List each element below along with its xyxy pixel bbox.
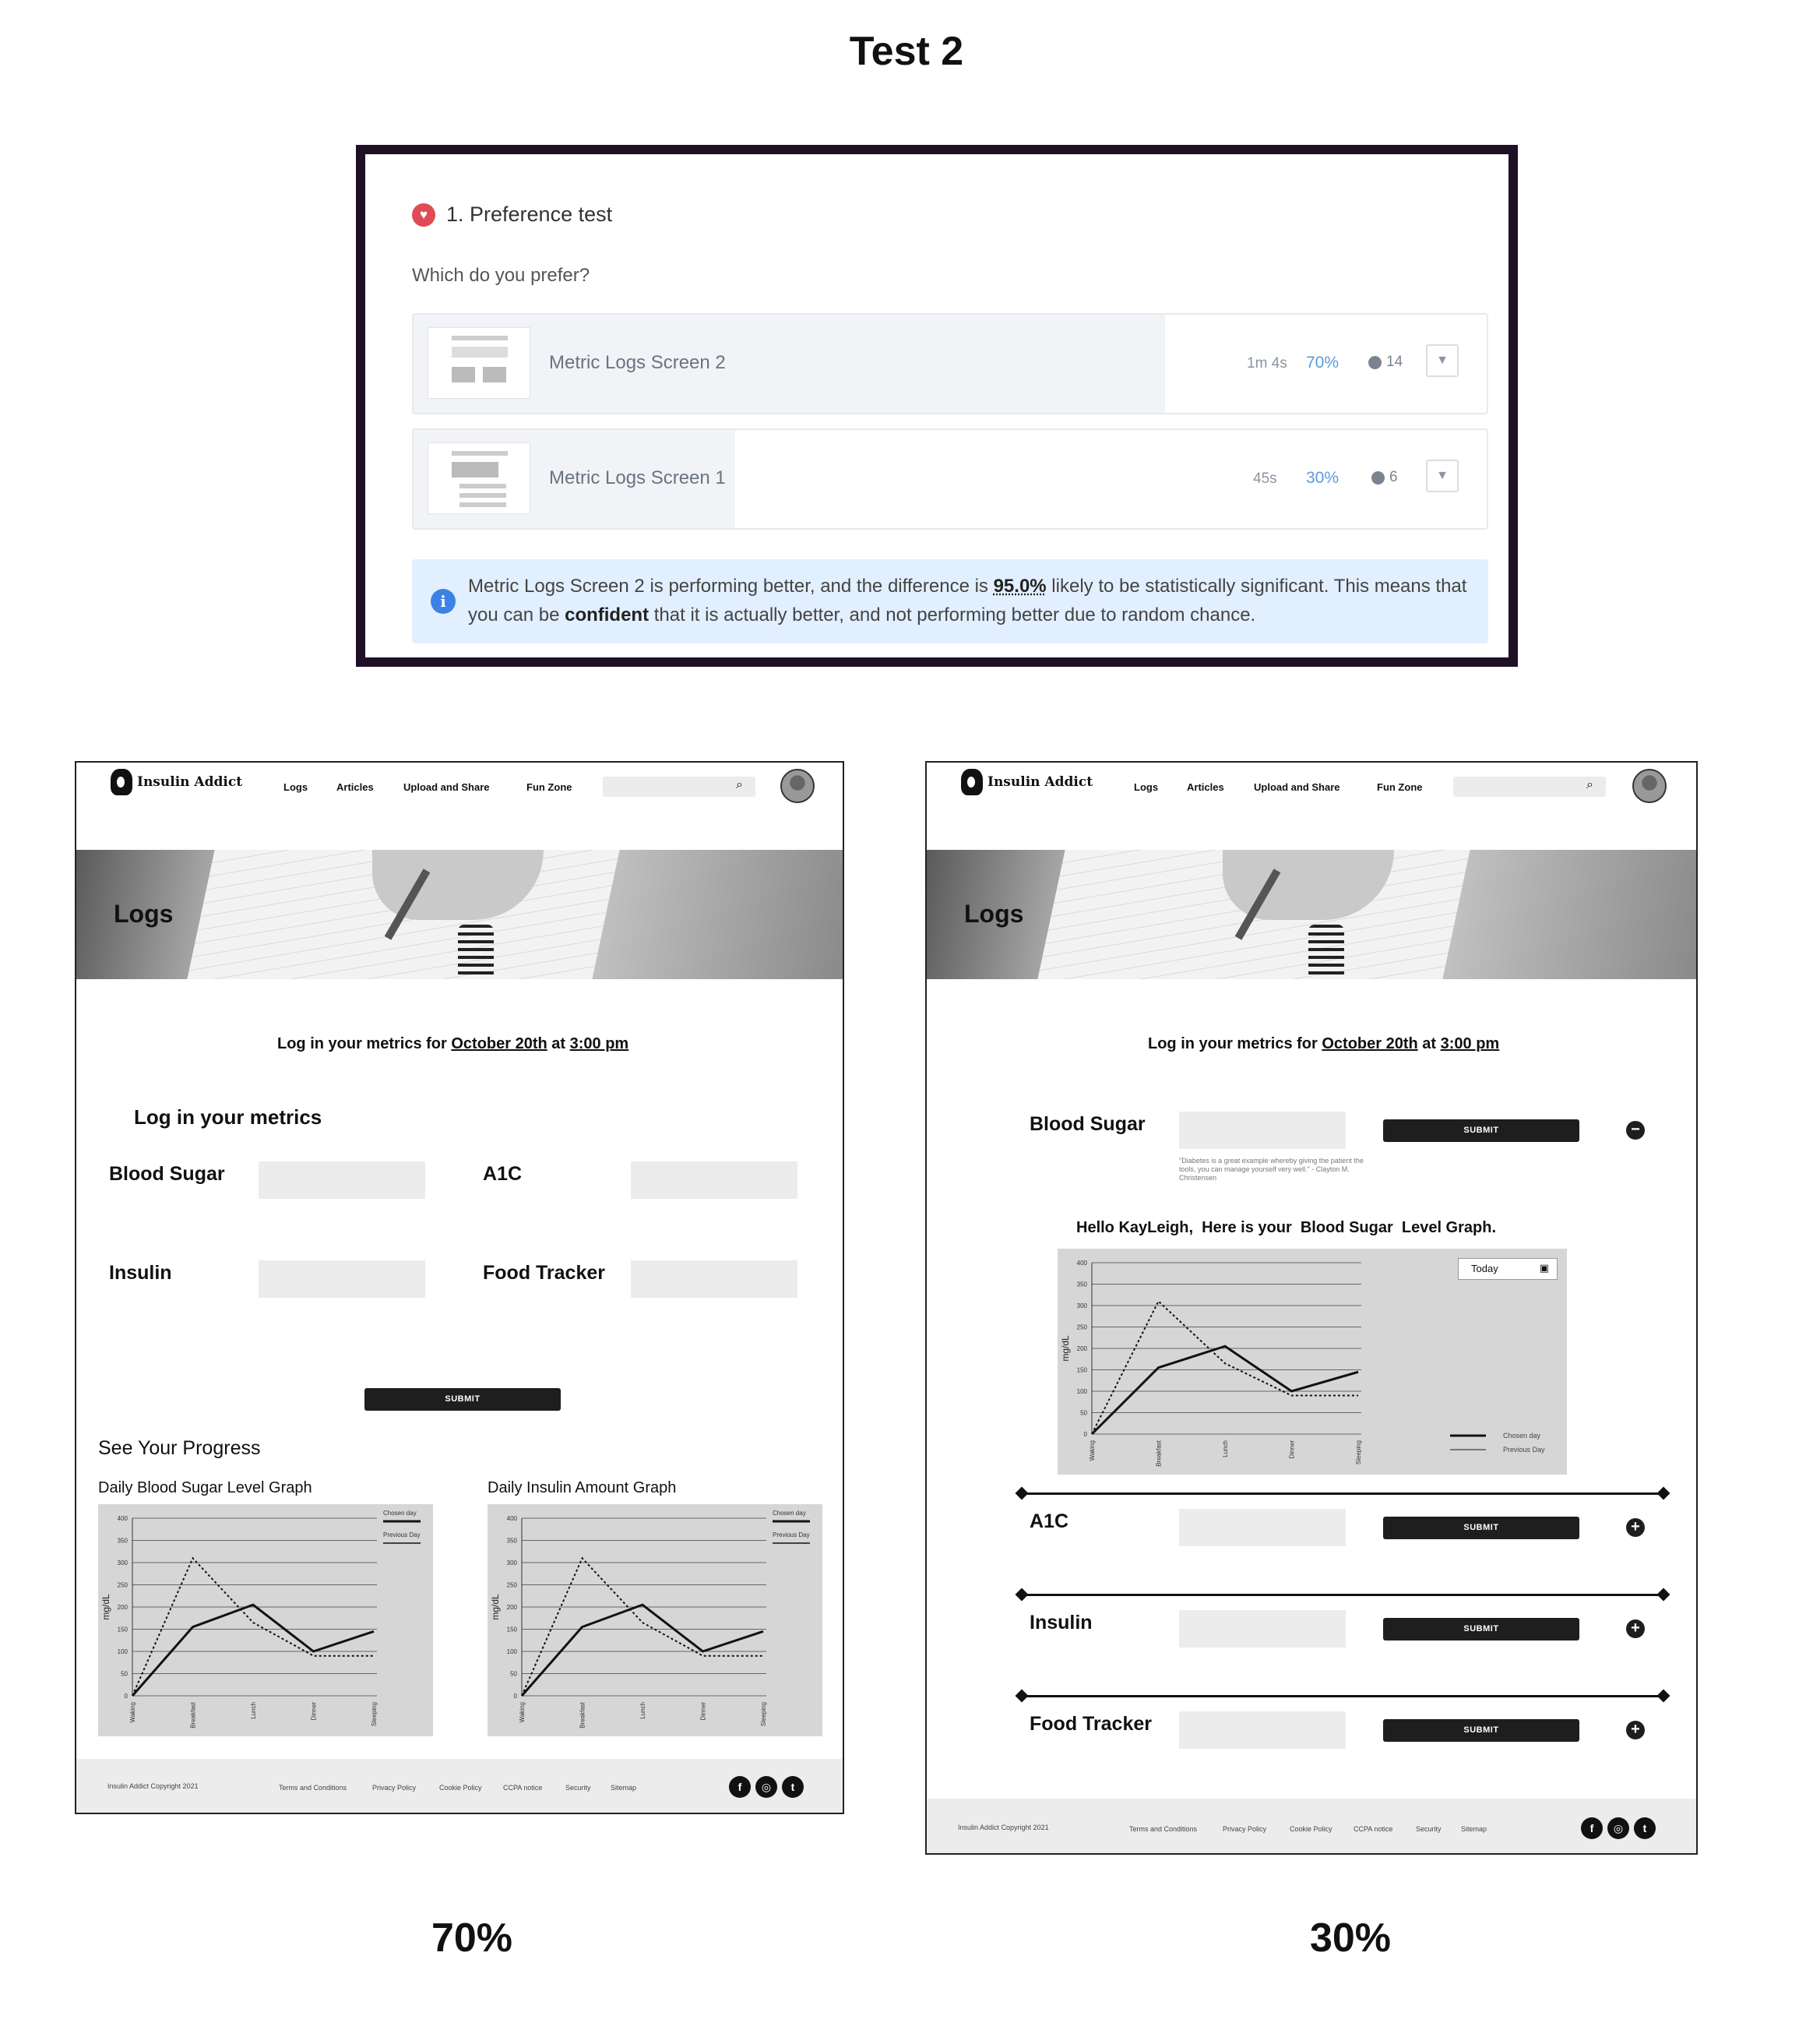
footer (927, 1799, 1696, 1855)
expand-icon[interactable]: + (1626, 1518, 1645, 1537)
series-line (1092, 1302, 1358, 1435)
y-tick-label: 150 (1076, 1366, 1087, 1374)
expand-icon[interactable]: + (1626, 1619, 1645, 1638)
thumbnail-image (428, 442, 530, 514)
x-tick-label: Sleeping (371, 1702, 378, 1727)
user-icon (1371, 471, 1385, 485)
nav-fun-zone[interactable]: Fun Zone (1377, 781, 1423, 793)
x-tick-label: Breakfast (189, 1702, 197, 1729)
y-tick-label: 300 (506, 1559, 517, 1566)
food-tracker-label: Food Tracker (483, 1262, 605, 1284)
x-tick-label: Lunch (1222, 1440, 1229, 1457)
instagram-icon[interactable]: ◎ (755, 1776, 777, 1798)
user-icon (1368, 356, 1382, 369)
graph-title: Daily Insulin Amount Graph (488, 1479, 677, 1496)
progress-title: See Your Progress (98, 1437, 261, 1459)
logo[interactable] (111, 769, 242, 795)
a1c-input[interactable] (1179, 1509, 1346, 1546)
footer-link[interactable]: Cookie Policy (1290, 1825, 1332, 1833)
y-tick-label: 250 (506, 1581, 517, 1589)
option-count (1371, 469, 1398, 486)
y-axis-label: mg/dL (490, 1594, 501, 1620)
search-icon: ⌕ (1586, 778, 1593, 791)
divider (1022, 1695, 1665, 1697)
insulin-input[interactable] (1179, 1610, 1346, 1648)
log-time[interactable]: 3:00 pm (569, 1035, 629, 1052)
preference-test-card (356, 145, 1518, 667)
option-count-value: 6 (1389, 469, 1398, 485)
nav-upload-share[interactable]: Upload and Share (1254, 781, 1340, 793)
option-count (1368, 354, 1403, 371)
submit-button[interactable]: SUBMIT (364, 1388, 561, 1411)
a1c-input[interactable] (631, 1161, 797, 1199)
footer-link[interactable]: Cookie Policy (439, 1784, 482, 1792)
food-tracker-input[interactable] (631, 1260, 797, 1298)
expand-icon[interactable]: + (1626, 1721, 1645, 1739)
footer-link[interactable]: Security (1416, 1825, 1442, 1833)
option-row[interactable] (412, 313, 1488, 414)
y-tick-label: 0 (513, 1693, 517, 1700)
preference-test-title: 1. Preference test (446, 203, 613, 226)
option-label: Metric Logs Screen 1 (549, 467, 726, 488)
y-axis-label: mg/dL (100, 1594, 111, 1620)
legend-label: Chosen day (383, 1510, 417, 1517)
y-tick-label: 100 (1076, 1388, 1087, 1395)
insulin-input[interactable] (259, 1260, 425, 1298)
quote-text: "Diabetes is a great example whereby giving the patient the tools, you can manage yourself very well." - Clayton M. Christensen (1179, 1157, 1364, 1182)
filter-icon: ▼ (1436, 354, 1449, 367)
series-line (522, 1558, 763, 1696)
x-tick-label: Sleeping (1355, 1440, 1362, 1465)
insulin-chart (488, 1504, 822, 1736)
calendar-icon: ▣ (1539, 1262, 1549, 1274)
footer (76, 1759, 843, 1814)
x-tick-label: Breakfast (579, 1702, 586, 1729)
section-title: Log in your metrics (134, 1105, 322, 1129)
filter-button[interactable] (1426, 344, 1459, 377)
metric-logs-screen-1 (925, 761, 1698, 1855)
nav-articles[interactable]: Articles (1187, 781, 1224, 793)
y-tick-label: 350 (117, 1537, 128, 1545)
divider-endpoint (1657, 1487, 1670, 1500)
spiral-image (458, 925, 494, 979)
facebook-icon[interactable]: f (729, 1776, 751, 1798)
nav-logs[interactable]: Logs (283, 781, 308, 793)
collapse-icon[interactable]: − (1626, 1121, 1645, 1140)
hero-title: Logs (114, 900, 174, 928)
significance-value: 95.0% (993, 576, 1047, 597)
copyright: Insulin Addict Copyright 2021 (958, 1824, 1049, 1831)
y-tick-label: 250 (1076, 1323, 1087, 1331)
y-tick-label: 300 (1076, 1302, 1087, 1309)
submit-button[interactable]: SUBMIT (1383, 1119, 1579, 1142)
hero-banner (927, 850, 1696, 979)
y-tick-label: 50 (121, 1670, 128, 1678)
log-time[interactable]: 3:00 pm (1440, 1035, 1500, 1052)
blood-sugar-label: Blood Sugar (1030, 1113, 1146, 1135)
filter-icon: ▼ (1436, 469, 1449, 482)
y-tick-label: 50 (1080, 1409, 1087, 1417)
option-row[interactable] (412, 428, 1488, 530)
y-tick-label: 400 (506, 1515, 517, 1522)
logo[interactable] (961, 769, 1093, 795)
avatar[interactable] (780, 769, 815, 803)
insulin-label: Insulin (1030, 1612, 1093, 1633)
nav-upload-share[interactable]: Upload and Share (403, 781, 490, 793)
x-tick-label: Waking (129, 1702, 136, 1723)
blood-sugar-label: Blood Sugar (109, 1163, 225, 1185)
divider (1022, 1492, 1665, 1495)
insulin-label: Insulin (109, 1262, 172, 1284)
y-tick-label: 150 (117, 1626, 128, 1633)
divider-endpoint (1016, 1487, 1029, 1500)
search-input[interactable] (1453, 777, 1606, 797)
y-tick-label: 100 (117, 1648, 128, 1655)
footer-link[interactable]: Privacy Policy (372, 1784, 417, 1792)
graph-heading: Hello KayLeigh, Here is your Blood Sugar Level Graph. (1076, 1219, 1497, 1236)
thumbnail-image (428, 327, 530, 399)
blood-sugar-input[interactable] (1179, 1112, 1346, 1149)
footer-link[interactable]: CCPA notice (503, 1784, 543, 1792)
nav-logs[interactable]: Logs (1134, 781, 1159, 793)
legend-label: Chosen day (773, 1510, 806, 1517)
x-tick-label: Waking (1089, 1440, 1096, 1461)
food-tracker-label: Food Tracker (1030, 1713, 1152, 1735)
confidence-word: confident (565, 604, 650, 626)
submit-button[interactable]: SUBMIT (1383, 1517, 1579, 1539)
footer-link[interactable]: CCPA notice (1354, 1825, 1393, 1833)
page-title: Test 2 (849, 29, 964, 74)
x-tick-label: Lunch (250, 1702, 257, 1719)
spiral-image (1308, 925, 1344, 979)
hero-banner (76, 850, 843, 979)
screen-1-result: 30% (1309, 1915, 1392, 1961)
y-tick-label: 350 (506, 1537, 517, 1545)
preference-test-header (412, 203, 612, 227)
footer-link[interactable]: Terms and Conditions (1129, 1825, 1198, 1833)
y-tick-label: 200 (506, 1604, 517, 1611)
log-line: Log in your metrics for October 20th at 3:00 pm (1148, 1035, 1500, 1052)
nav-articles[interactable]: Articles (336, 781, 374, 793)
y-tick-label: 100 (506, 1648, 517, 1655)
log-date[interactable]: October 20th (1322, 1035, 1418, 1052)
option-time: 45s (1253, 470, 1277, 487)
search-input[interactable] (603, 777, 755, 797)
y-tick-label: 50 (510, 1670, 517, 1678)
y-tick-label: 0 (124, 1693, 128, 1700)
y-tick-label: 400 (117, 1515, 128, 1522)
navbar (927, 763, 1696, 811)
blood-sugar-chart (98, 1504, 433, 1736)
divider-endpoint (1016, 1588, 1029, 1602)
option-percent: 70% (1306, 354, 1340, 372)
screen-2-result: 70% (431, 1915, 513, 1961)
date-select[interactable]: Today ▣ (1458, 1258, 1558, 1280)
divider-endpoint (1657, 1588, 1670, 1602)
a1c-label: A1C (483, 1163, 523, 1185)
food-tracker-input[interactable] (1179, 1711, 1346, 1749)
info-icon: i (431, 589, 456, 614)
y-tick-label: 150 (506, 1626, 517, 1633)
x-tick-label: Lunch (639, 1702, 646, 1719)
instagram-icon[interactable]: ◎ (1607, 1817, 1629, 1839)
avatar[interactable] (1632, 769, 1667, 803)
divider-endpoint (1657, 1690, 1670, 1703)
blood-sugar-input[interactable] (259, 1161, 425, 1199)
series-line (1092, 1346, 1358, 1434)
footer-link[interactable]: Sitemap (611, 1784, 637, 1792)
logo-text: Insulin Addict (137, 774, 243, 790)
navbar (76, 763, 843, 811)
option-label: Metric Logs Screen 2 (549, 352, 726, 373)
option-percent: 30% (1306, 469, 1340, 487)
filter-button[interactable] (1426, 460, 1459, 492)
facebook-icon[interactable]: f (1581, 1817, 1603, 1839)
y-tick-label: 400 (1076, 1260, 1087, 1267)
log-line: Log in your metrics for October 20th at 3:00 pm (277, 1035, 629, 1052)
graph-title: Daily Blood Sugar Level Graph (98, 1479, 312, 1496)
heart-icon: ♥ (412, 203, 435, 227)
legend-label: Previous Day (773, 1531, 810, 1538)
series-line (522, 1605, 763, 1696)
nav-fun-zone[interactable]: Fun Zone (526, 781, 572, 793)
footer-link[interactable]: Terms and Conditions (279, 1784, 347, 1792)
significance-info-box (412, 559, 1488, 643)
divider-endpoint (1016, 1690, 1029, 1703)
metric-logs-screen-2 (75, 761, 844, 1814)
submit-button[interactable]: SUBMIT (1383, 1719, 1579, 1742)
x-tick-label: Dinner (699, 1702, 707, 1721)
series-line (132, 1605, 374, 1696)
chart-legend (1447, 1428, 1556, 1459)
log-date[interactable]: October 20th (451, 1035, 547, 1052)
y-tick-label: 250 (117, 1581, 128, 1589)
hero-title: Logs (964, 900, 1024, 928)
twitter-icon[interactable]: t (782, 1776, 804, 1798)
footer-link[interactable]: Sitemap (1461, 1825, 1487, 1833)
y-tick-label: 300 (117, 1559, 128, 1566)
y-tick-label: 200 (117, 1604, 128, 1611)
logo-text: Insulin Addict (987, 774, 1093, 790)
x-tick-label: Waking (519, 1702, 526, 1723)
legend-label-previous: Previous Day (1503, 1446, 1545, 1454)
x-tick-label: Sleeping (760, 1702, 767, 1727)
series-line (132, 1558, 374, 1696)
legend-label: Previous Day (383, 1531, 421, 1538)
x-tick-label: Dinner (310, 1702, 318, 1721)
legend-label-chosen: Chosen day (1503, 1432, 1541, 1440)
y-tick-label: 0 (1083, 1431, 1087, 1438)
twitter-icon[interactable]: t (1634, 1817, 1656, 1839)
x-tick-label: Dinner (1288, 1440, 1296, 1459)
divider (1022, 1594, 1665, 1596)
y-axis-label: mg/dL (1060, 1335, 1071, 1362)
submit-button[interactable]: SUBMIT (1383, 1618, 1579, 1640)
y-tick-label: 200 (1076, 1345, 1087, 1352)
logo-icon (961, 769, 983, 795)
footer-link[interactable]: Security (565, 1784, 591, 1792)
question-text: Which do you prefer? (412, 265, 590, 286)
footer-link[interactable]: Privacy Policy (1223, 1825, 1267, 1833)
option-count-value: 14 (1386, 354, 1403, 370)
logo-icon (111, 769, 132, 795)
significance-text: Metric Logs Screen 2 is performing better, and the difference is 95.0% likely to be statistically significant. This means that you can be confident that it is actually better, and not performing better due to random chance. (468, 576, 1467, 626)
x-tick-label: Breakfast (1155, 1440, 1163, 1467)
blood-sugar-chart (1058, 1249, 1567, 1475)
y-tick-label: 350 (1076, 1281, 1087, 1288)
copyright: Insulin Addict Copyright 2021 (107, 1782, 199, 1790)
search-icon: ⌕ (736, 778, 743, 791)
a1c-label: A1C (1030, 1510, 1069, 1532)
option-time: 1m 4s (1247, 355, 1287, 372)
